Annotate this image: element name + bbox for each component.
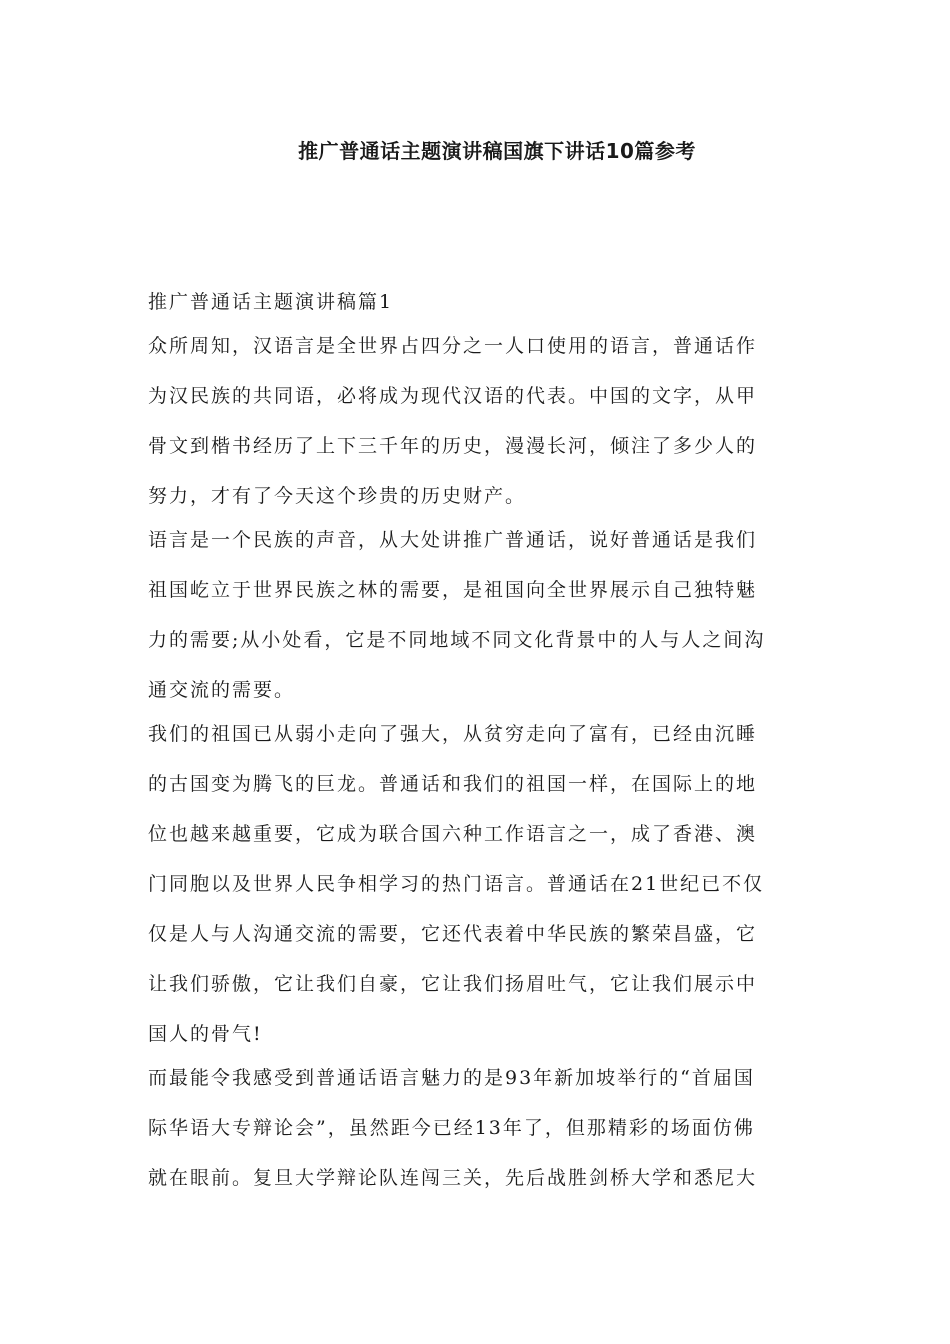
paragraph-line: 而最能令我感受到普通话语言魅力的是93年新加坡举行的“首届国: [148, 1067, 755, 1089]
paragraph-line: 国人的骨气!: [148, 1023, 263, 1045]
document-title: 推广普通话主题演讲稿国旗下讲话10篇参考: [298, 139, 696, 163]
paragraph-line: 位也越来越重要，它成为联合国六种工作语言之一，成了香港、澳: [148, 823, 758, 845]
paragraph-4: [148, 1059, 813, 1197]
paragraph-line: 的古国变为腾飞的巨龙。普通话和我们的祖国一样，在国际上的地: [148, 773, 758, 795]
paragraph-line: 语言是一个民族的声音，从大处讲推广普通话，说好普通话是我们: [148, 529, 758, 551]
paragraph-line: 际华语大专辩论会”，虽然距今已经13年了，但那精彩的场面仿佛: [148, 1117, 755, 1139]
paragraph-line: 骨文到楷书经历了上下三千年的历史，漫漫长河，倾注了多少人的: [148, 435, 758, 457]
paragraph-line: 让我们骄傲，它让我们自豪，它让我们扬眉吐气，它让我们展示中: [148, 973, 758, 995]
paragraph-line: 众所周知，汉语言是全世界占四分之一人口使用的语言，普通话作: [148, 335, 758, 357]
paragraph-line: 我们的祖国已从弱小走向了强大，从贫穷走向了富有，已经由沉睡: [148, 723, 758, 745]
paragraph-1: [148, 327, 813, 515]
section-heading: 推广普通话主题演讲稿篇1: [148, 291, 394, 313]
paragraph-line: 祖国屹立于世界民族之林的需要，是祖国向全世界展示自己独特魅: [148, 579, 758, 601]
paragraph-line: 努力，才有了今天这个珍贵的历史财产。: [148, 485, 527, 507]
paragraph-line: 门同胞以及世界人民争相学习的热门语言。普通话在21世纪已不仅: [148, 873, 765, 895]
paragraph-line: 力的需要;从小处看，它是不同地域不同文化背景中的人与人之间沟: [148, 629, 766, 651]
paragraph-3: [148, 715, 813, 1053]
paragraph-line: 仅是人与人沟通交流的需要，它还代表着中华民族的繁荣昌盛，它: [148, 923, 758, 945]
paragraph-line: 就在眼前。复旦大学辩论队连闯三关，先后战胜剑桥大学和悉尼大: [148, 1167, 758, 1189]
document-body: [148, 283, 813, 1203]
paragraph-2: [148, 521, 813, 709]
paragraph-line: 为汉民族的共同语，必将成为现代汉语的代表。中国的文字，从甲: [148, 385, 758, 407]
paragraph-line: 通交流的需要。: [148, 679, 296, 701]
